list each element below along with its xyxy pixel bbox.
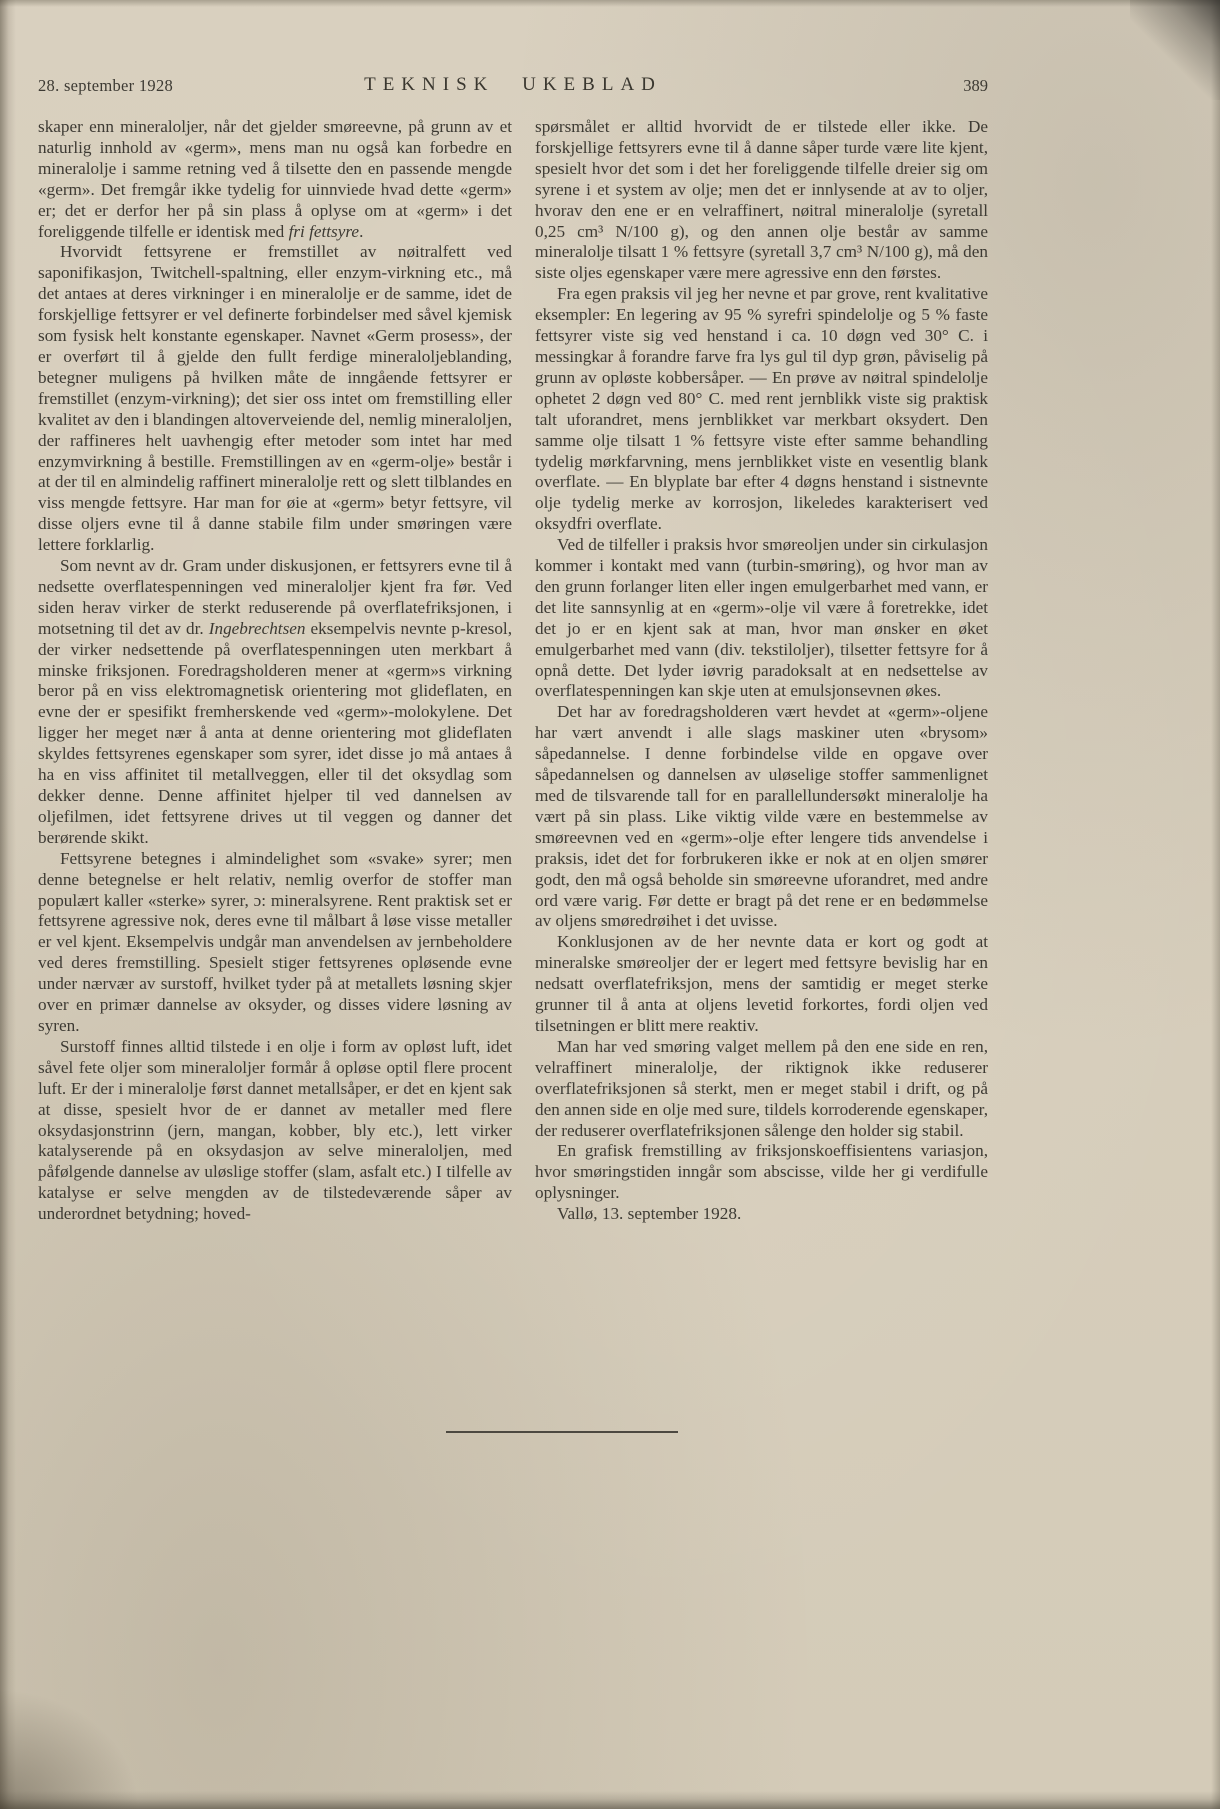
journal-title: TEKNISK UKEBLAD	[364, 74, 662, 95]
page-edge-bottom-shadow	[0, 1791, 1220, 1809]
signoff: Vallø, 13. september 1928.	[557, 1204, 742, 1224]
paragraph-italic-text: fri fettsyre	[288, 221, 360, 241]
paragraph: Ved de tilfeller i praksis hvor smøreoljen under sin cirkulasjon kommer i kontakt med vann (turbin-smøring), og hvor man av den grunn forlanger liten eller ingen emulgerbarhet med vann, er det lite sannsynlig at en «germ»-olje vil være å foretrekke, idet det jo er en kjent sak at man, hvor man ønsker en øket emulgerbarhet med vann (div. tekstiloljer), tilsetter fettsyre for å opnå dette. Det lyder iøvrig paradoksalt at en nedsettelse av overflatespenningen kan skje uten at emulsjonsevnen økes.	[535, 535, 988, 701]
paragraph: Man har ved smøring valget mellem på den ene side en ren, velraffinert mineralolje, der riktignok ikke reduserer overflatefriksjonen så sterkt, men er meget stabil i drift, og på den annen side en olje med sure, tildels korroderende egenskaper, der reduserer overflatefriksjonen sålenge den holder sig stabil.	[535, 1036, 988, 1140]
left-column	[38, 117, 512, 1225]
header-date: 28. september 1928	[38, 76, 174, 95]
right-column	[535, 117, 988, 1225]
page-edge-right-shadow	[1211, 0, 1220, 1809]
page-corner-bottom-left-stain	[0, 1689, 140, 1809]
paragraph	[38, 117, 512, 242]
article-end-divider	[446, 1431, 678, 1433]
page-edge-left-shadow	[0, 0, 16, 1809]
page-corner-top-right-shadow	[1130, 0, 1220, 100]
page-number: 389	[963, 76, 988, 95]
paragraph-text: .	[359, 221, 364, 241]
paragraph: Fra egen praksis vil jeg her nevne et par grove, rent kvalitative eksempler: En legering av 95 % syrefri spindelolje og 5 % faste fettsyrer viste sig ved henstand i ca. 10 døgn ved 30° C. i messingkar å forandre farve fra lys gul til dyp grøn, påviselig på grunn av opløste kobbersåper. — En prøve av nøitral spindelolje ophetet 2 døgn ved 80° C. med rent jernblikk viste sig praktisk talt uforandret, mens jernblikket var merkbart oksydert. Den samme olje tilsatt 1 % fettsyre viste efter samme behandling tydelig mørkfarvning, mens jernblikket viste en vesentlig blank overflate. — En blyplate bar efter 4 døgns henstand i sistnevnte olje tydelig merke av korrosjon, likeledes karakterisert ved oksydfri overflate.	[535, 284, 988, 534]
paragraph	[38, 556, 512, 849]
paragraph: Surstoff finnes alltid tilstede i en olje i form av opløst luft, idet såvel fete oljer som mineraloljer formår å opløse optil flere procent luft. Er der i mineralolje først dannet metallsåper, er det en kjent sak at disse, spesielt hvor de er dannet av metaller med flere oksydasjonstrinn (jern, mangan, kobber, bly etc.), lett virker katalyserende på en oksydasjon av selve mineraloljen, med påfølgende dannelse av uløslige stoffer (slam, asfalt etc.) I tilfelle av katalyse er selve mengden av de tilstedeværende såper av underordnet betydning; hoved-	[38, 1036, 512, 1224]
paragraph-text: Som nevnt av dr. Gram under diskusjonen, er fettsyrers evne til å nedsette overflatespenningen ved mineraloljer kjent fra før. Ved siden herav virker de sterkt reduserende på overflatefriksjonen, i motsetning til det av dr.	[38, 556, 512, 638]
page-edge-top-shadow	[0, 0, 1220, 7]
paragraph: Fettsyrene betegnes i almindelighet som «svake» syrer; men denne betegnelse er helt relativ, nemlig overfor de stoffer man populært kaller «sterke» syrer, ɔ: mineralsyrene. Rent praktisk set er fettsyrene agressive nok, deres evne til målbart å løse visse metaller er vel kjent. Eksempelvis undgår man anvendelsen av jernbeholdere ved deres fremstilling. Spesielt stiger fettsyrenes opløsende evne under nærvær av surstoff, hvilket tyder på at metallets løsning skjer over en primær dannelse av oksyder, og disses videre løsning av syren.	[38, 848, 512, 1035]
paragraph: Det har av foredragsholderen vært hevdet at «germ»-oljene har vært anvendt i alle slags maskiner uten «brysom» såpedannelse. I denne forbindelse vilde en opgave over såpedannelsen og dannelsen av uløselige stoffer sammenlignet med de tilsvarende tall for en parallellundersøkt mineralolje ha vært på sin plass. Like viktig vilde være en bestemmelse av smøreevnen ved en «germ»-olje efter lengere tids anvendelse i praksis, idet det for forbrukeren ikke er nok at en oljen smører godt, den må også beholde sin smøreevne uforandret, med andre ord være varig. Før dette er bragt på det rene er en bedømmelse av oljens smøredrøihet i det uvisse.	[535, 702, 988, 931]
paragraph-text: skaper enn mineraloljer, når det gjelder smøreevne, på grunn av et naturlig innhold av «germ», mens man nu også kan forbedre en mineralolje i samme retning ved å tilsette den en passende mengde «germ». Det fremgår ikke tydelig for uinnviede hvad dette «germ» er; det er derfor her på sin plass å oplyse om at «germ» i det foreliggende tilfelle er identisk med	[38, 117, 512, 241]
paragraph: Konklusjonen av de her nevnte data er kort og godt at mineralske smøreoljer der er legert med fettsyre bevislig har en nedsatt overflatefriksjon, mens der samtidig er meget sterke grunner til å anta at oljens levetid forkortes, fordi oljen ved tilsetningen er blitt mere reaktiv.	[535, 932, 988, 1035]
paragraph-italic-text: Ingebrechtsen	[208, 618, 306, 638]
page-header	[38, 74, 988, 100]
article-body	[38, 117, 988, 1225]
paragraph: En grafisk fremstilling av friksjonskoeffisientens variasjon, hvor smøringstiden inngår som abscisse, vilde her gi verdifulle oplysninger.	[535, 1141, 988, 1203]
paragraph: spørsmålet er alltid hvorvidt de er tilstede eller ikke. De forskjellige fettsyrers evne til å danne såper turde være lite kjent, spesielt hvor det som i det her foreliggende tilfelle dreier sig om syrene i et system av olje; men det er innlysende at av to oljer, hvorav den ene er en velraffinert, nøitral mineralolje (syretall 0,25 cm³ N/100 g), og den annen olje består av samme mineralolje tilsatt 1 % fettsyre (syretall 3,7 cm³ N/100 g), må den siste oljes egenskaper være mere agressive enn den førstes.	[535, 117, 988, 283]
paragraph-text: eksempelvis nevnte p-kresol, der virker nedsettende på overflatespenningen uten merkbart å minske friksjonen. Foredragsholderen mener at «germ»s virkning beror på en viss elektromagnetisk orientering mot glideflaten, en evne der er spesifikt fremherskende ved «germ»-molokylene. Det ligger her meget nær å anta at denne orientering mot glideflaten skyldes fettsyrenes egenskaper som syrer, idet disse jo må antaes å ha en viss affinitet til metallveggen, eller til det oksydlag som dekker denne. Denne affinitet hjelper til ved dannelsen av oljefilmen, idet fettsyrene drives ut til veggen og danner det berørende skikt.	[38, 618, 512, 847]
paragraph: Hvorvidt fettsyrene er fremstillet av nøitralfett ved saponifikasjon, Twitchell-spaltning, eller enzym-virkning etc., må det antaes at deres virkninger i en mineralolje er de samme, idet de forskjellige fettsyrer er vel definerte forbindelser med såvel kjemisk som fysisk helt konstante egenskaper. Navnet «Germ prosess», der er overført til å gjelde den fullt ferdige mineraloljeblanding, betegner muligens på hvilken måte de inngående fettsyrer er fremstillet (enzym-virkning); det sier oss intet om fremstilling eller kvalitet av den i blandingen altoverveiende del, nemlig mineraloljen, der raffineres helt uavhengig efter metoder som intet har med enzymvirkning å bestille. Fremstillingen av en «germ-olje» består i at der til en almindelig raffinert mineralolje rett og slett tilblandes en viss mengde fettsyre. Har man for øie at «germ» betyr fettsyre, vil disse oljers evne til å danne stabile film under smøringen være lettere forklarlig.	[38, 242, 512, 555]
